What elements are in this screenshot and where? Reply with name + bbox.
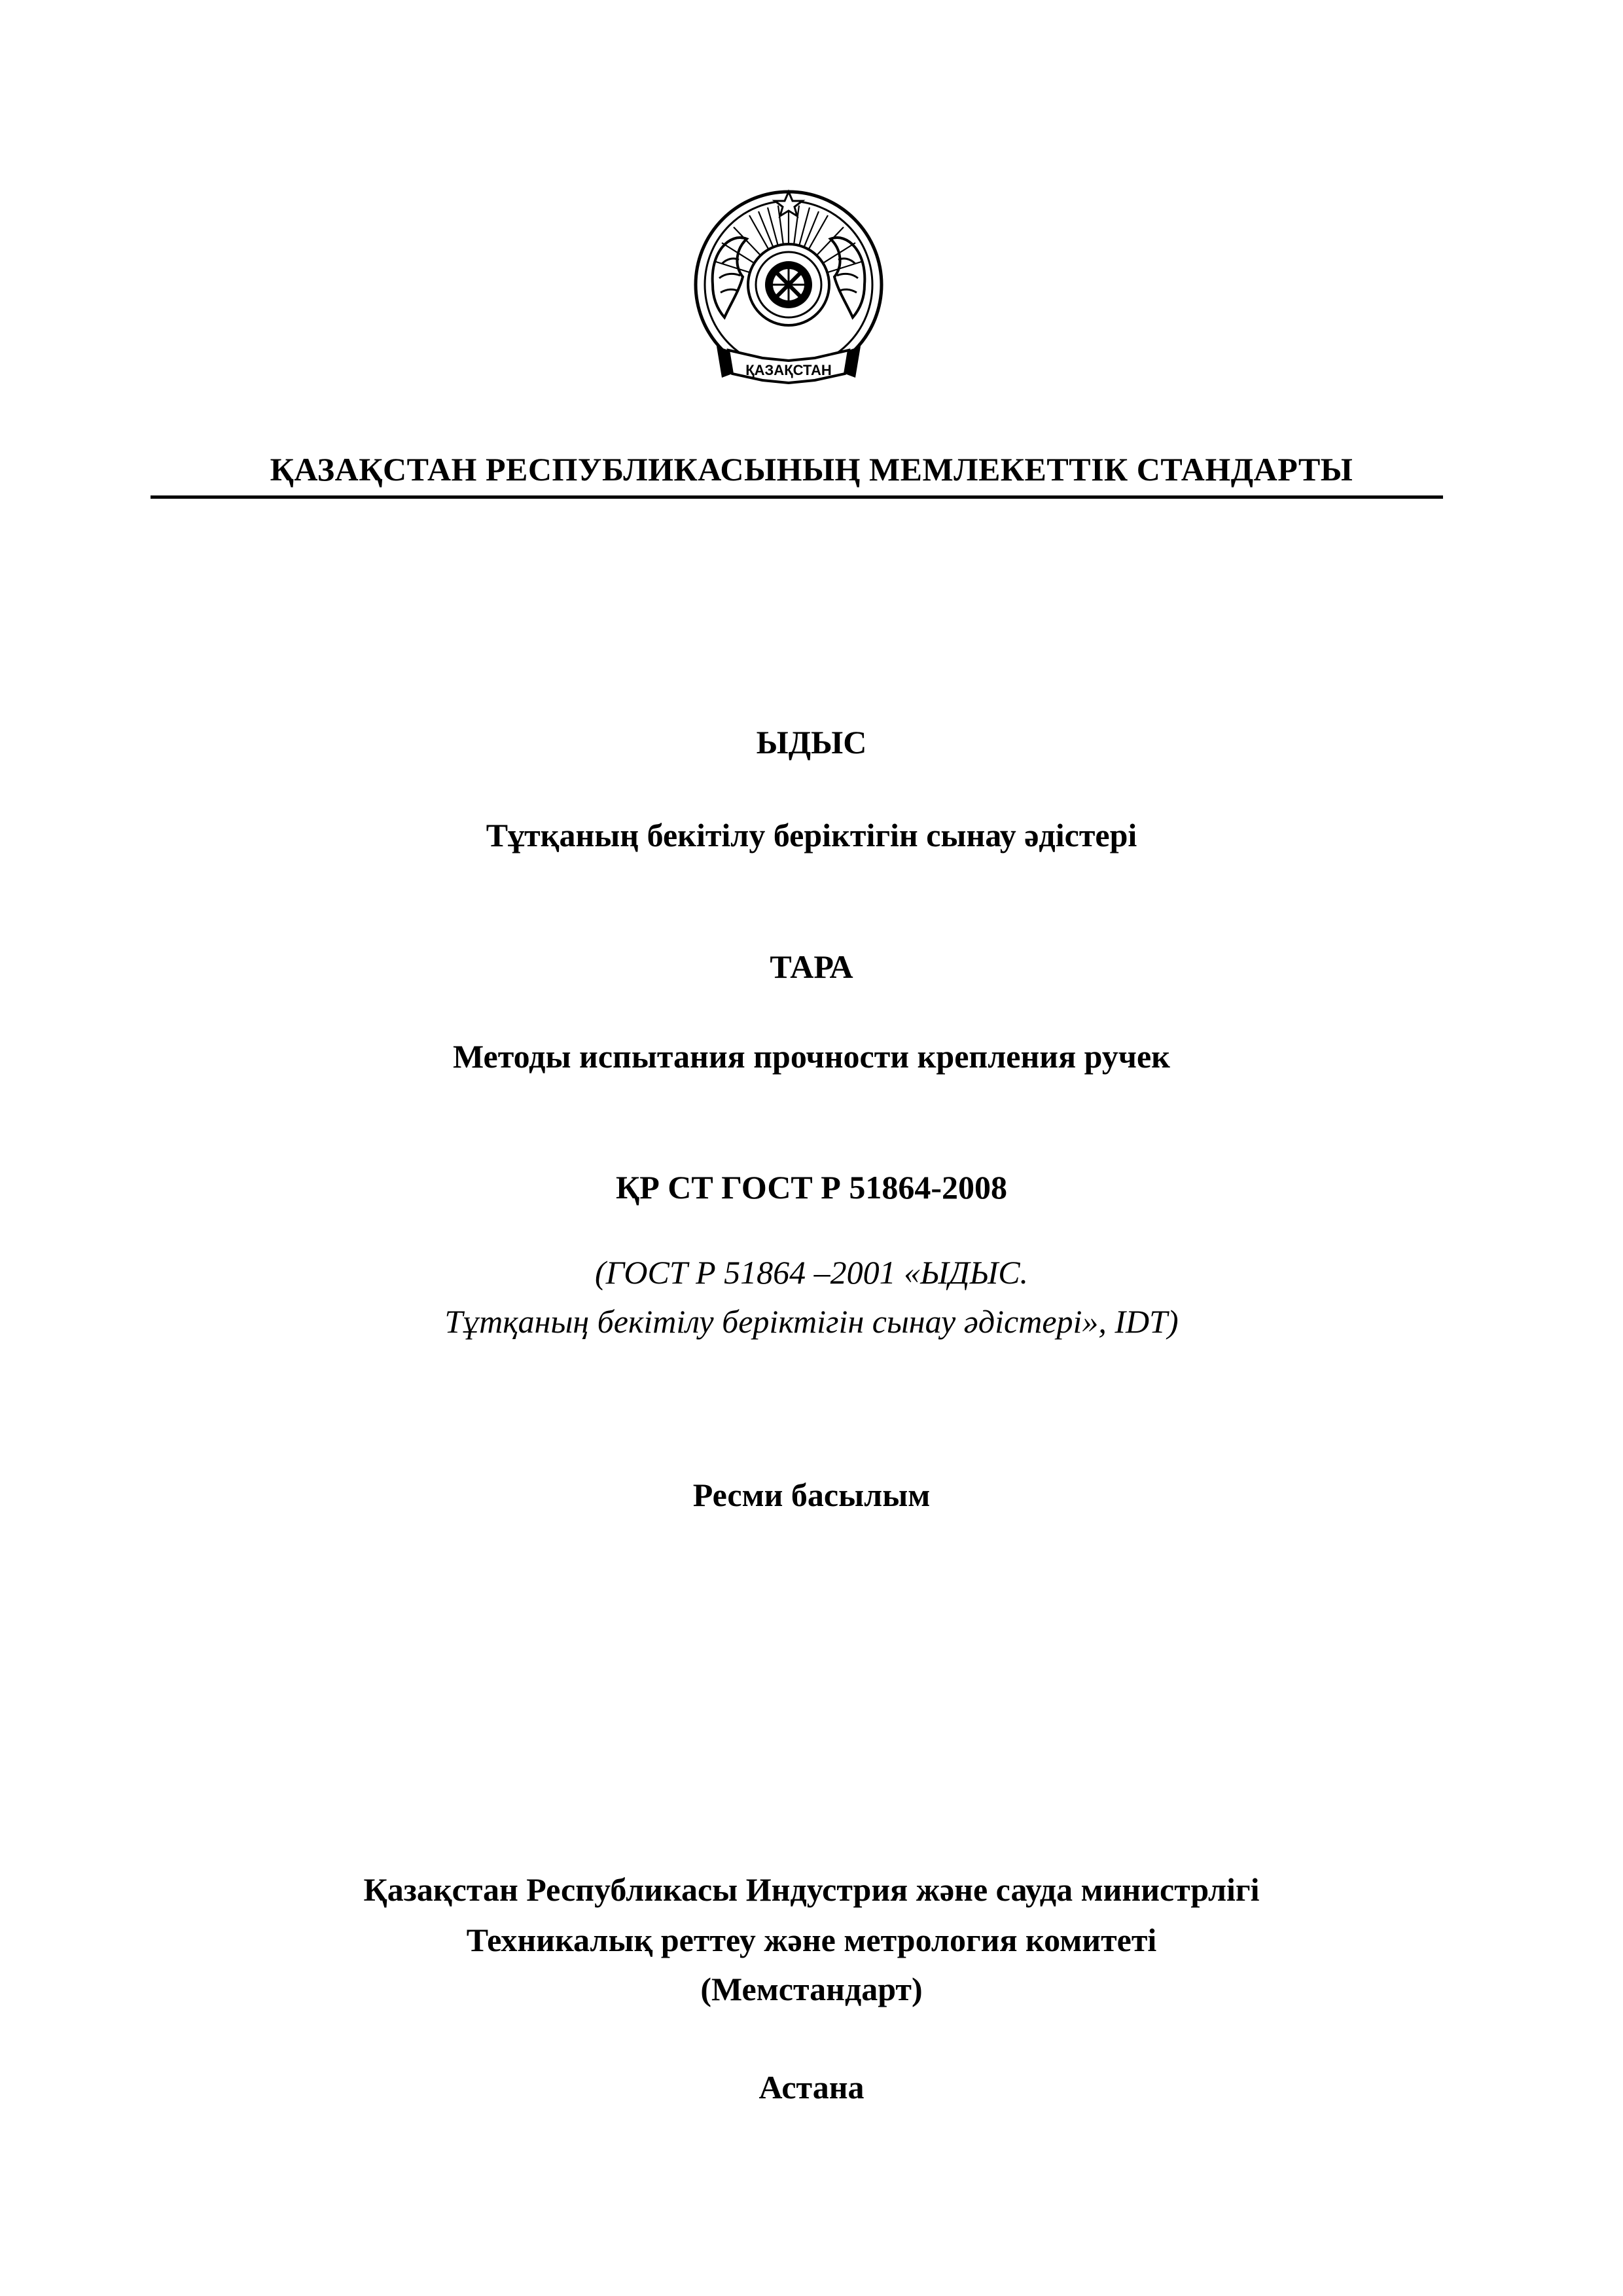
reference-line-2: Тұтқаның бекітілу беріктігін сынау әдістері», IDT) <box>444 1303 1179 1340</box>
emblem-banner-text: ҚАЗАҚСТАН <box>745 362 832 378</box>
subtitle-russian: Методы испытания прочности крепления ручек <box>453 1038 1170 1075</box>
organization-line-3: (Мемстандарт) <box>700 1971 923 2007</box>
standard-designation: ҚР СТ ГОСТ Р 51864-2008 <box>616 1169 1007 1206</box>
subtitle-kazakh: Тұтқаның бекітілу беріктігін сынау әдістері <box>486 817 1137 853</box>
official-edition-label: Ресми басылым <box>692 1477 931 1513</box>
reference-line-1: (ГОСТ Р 51864 –2001 «ЫДЫС. <box>594 1254 1029 1291</box>
organization-line-2: Техникалық реттеу және метрология комитеті <box>466 1922 1157 1958</box>
organization-line-1: Қазақстан Республикасы Индустрия және сауда министрлігі <box>363 1871 1260 1908</box>
title-russian: ТАРА <box>770 948 853 985</box>
title-kazakh: ЫДЫС <box>756 724 867 761</box>
standard-header-title: ҚАЗАҚСТАН РЕСПУБЛИКАСЫНЫҢ МЕМЛЕКЕТТІК СТАНДАРТЫ <box>270 451 1353 488</box>
state-emblem-icon <box>690 187 887 412</box>
city-name: Астана <box>758 2069 865 2106</box>
header-divider <box>151 495 1443 499</box>
